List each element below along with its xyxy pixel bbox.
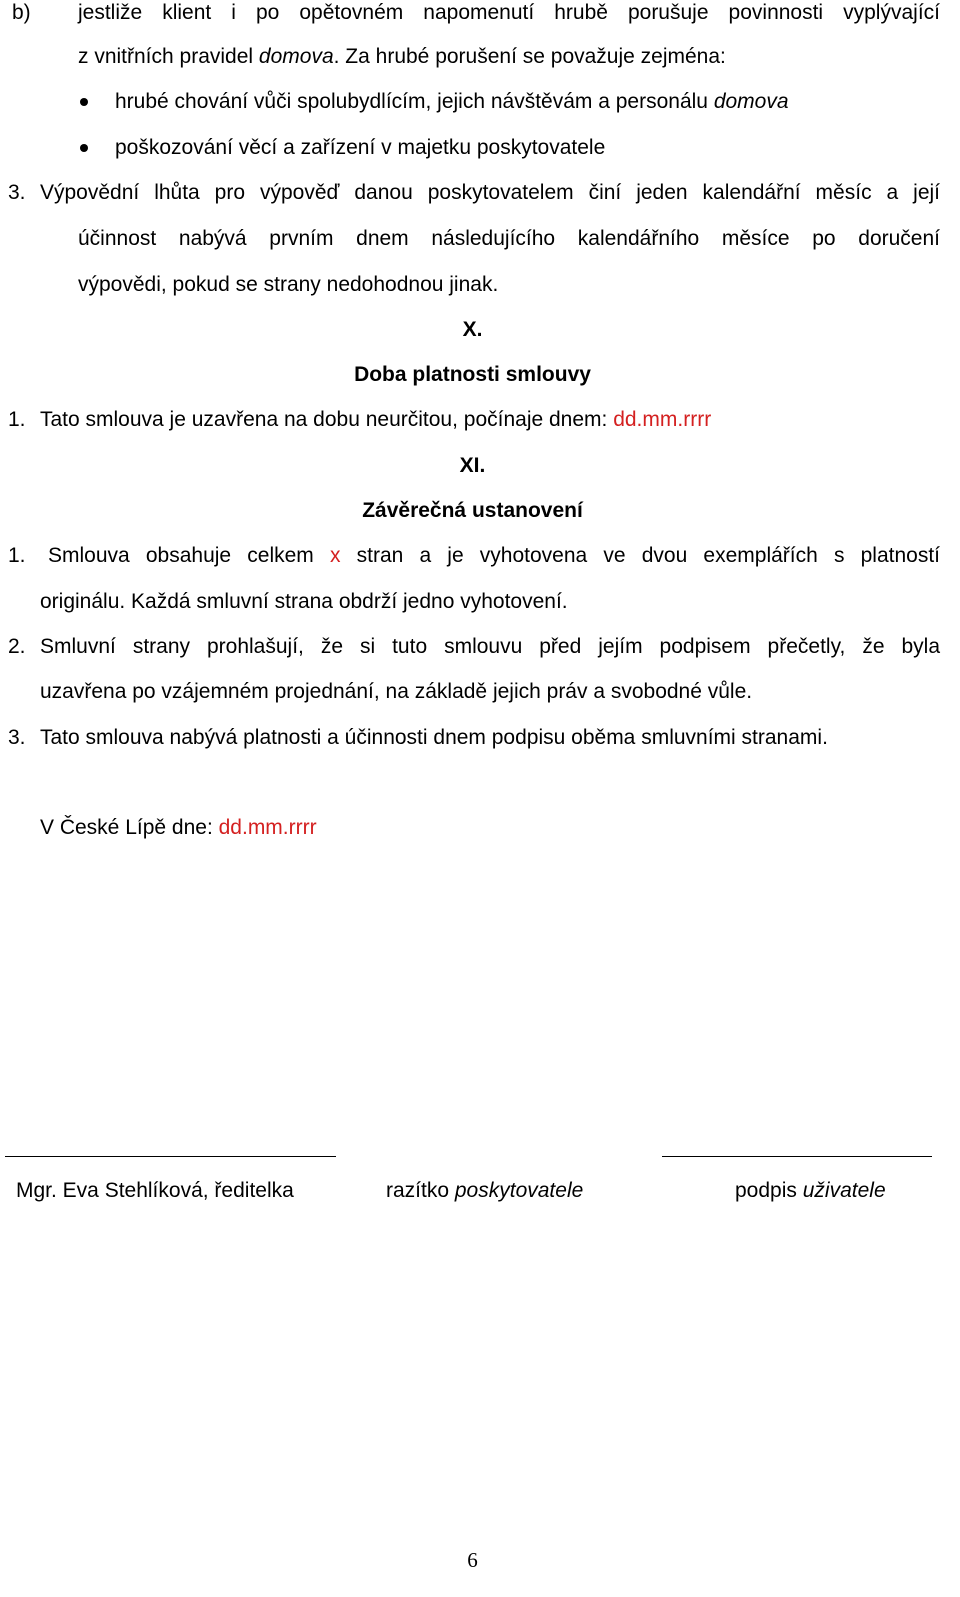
signature-user (735, 1178, 886, 1204)
bullet-item-2 (115, 135, 605, 161)
signature-stamp-italic: poskytovatele (454, 1179, 584, 1202)
item-b-line-1: jestliže klient i po opětovném napomenutí hrubě porušuje povinnosti vyplývající (78, 1, 940, 24)
item-3-line-3: výpovědi, pokud se strany nedohodnou jinak. (78, 273, 499, 296)
item-b-marker: b) (12, 1, 31, 24)
signature-line-right (662, 1156, 932, 1157)
section-xi-item-1-pre: Smlouva obsahuje celkem (48, 544, 314, 567)
bullet-item-1-italic: domova (713, 90, 789, 113)
bullet-item-1 (115, 89, 789, 115)
signature-director: Mgr. Eva Stehlíková, ředitelka (16, 1179, 294, 1202)
section-xi-number: XI. (459, 454, 486, 477)
signature-line-left (5, 1156, 336, 1157)
item-b-line-2-pre: z vnitřních pravidel (78, 45, 254, 68)
start-date-placeholder: dd.mm.rrrr (613, 408, 712, 431)
section-x-item-1-text: Tato smlouva je uzavřena na dobu neurčitou, počínaje dnem: (40, 408, 608, 431)
page-count-placeholder: x (329, 544, 341, 567)
item-3-line-1: Výpovědní lhůta pro výpověď danou poskytovatelem činí jeden kalendářní měsíc a její (40, 181, 940, 204)
item-b-line-2-italic: domova (258, 45, 334, 68)
signature-user-pre: podpis (735, 1179, 797, 1202)
item-3-marker: 3. (8, 181, 26, 204)
section-xi-title: Závěrečná ustanovení (362, 499, 583, 522)
place-date-text: V České Lípě dne: (40, 816, 213, 839)
section-xi-item-3-line-1: Tato smlouva nabývá platnosti a účinnosti dnem podpisu oběma smluvními stranami. (40, 726, 828, 749)
section-x-number: X. (462, 318, 483, 341)
bullet-item-1-text: hrubé chování vůči spolubydlícím, jejich návštěvám a personálu (115, 90, 708, 113)
place-date (40, 815, 317, 841)
section-xi-item-1-marker: 1. (8, 544, 26, 567)
section-xi-item-2-line-2: uzavřena po vzájemném projednání, na základě jejich práv a svobodné vůle. (40, 680, 753, 703)
bullet-icon (80, 144, 88, 152)
bullet-icon (80, 98, 88, 106)
section-x-item-1-marker: 1. (8, 408, 26, 431)
item-b-line-2 (78, 44, 726, 70)
signature-stamp-pre: razítko (386, 1179, 450, 1202)
section-xi-item-1-post: stran a je vyhotovena ve dvou exemplářích s platností (356, 544, 940, 567)
section-xi-item-3-marker: 3. (8, 726, 26, 749)
section-x-item-1 (40, 407, 711, 433)
item-3-line-2: účinnost nabývá prvním dnem následujícího kalendářního měsíce po doručení (78, 227, 940, 250)
signing-date-placeholder: dd.mm.rrrr (218, 816, 317, 839)
section-x-title: Doba platnosti smlouvy (354, 363, 591, 386)
signature-stamp (386, 1178, 583, 1204)
section-xi-item-1-line-1 (48, 543, 940, 569)
section-xi-item-1-line-2: originálu. Každá smluvní strana obdrží jedno vyhotovení. (40, 590, 568, 613)
section-xi-item-2-line-1: Smluvní strany prohlašují, že si tuto smlouvu před jejím podpisem přečetly, že byla (40, 635, 940, 658)
item-b-line-2-post: . Za hrubé porušení se považuje zejména: (333, 45, 726, 68)
section-xi-item-2-marker: 2. (8, 635, 26, 658)
bullet-item-2-text: poškozování věcí a zařízení v majetku poskytovatele (115, 136, 606, 159)
signature-user-italic: uživatele (802, 1179, 886, 1202)
page-number: 6 (467, 1548, 478, 1572)
